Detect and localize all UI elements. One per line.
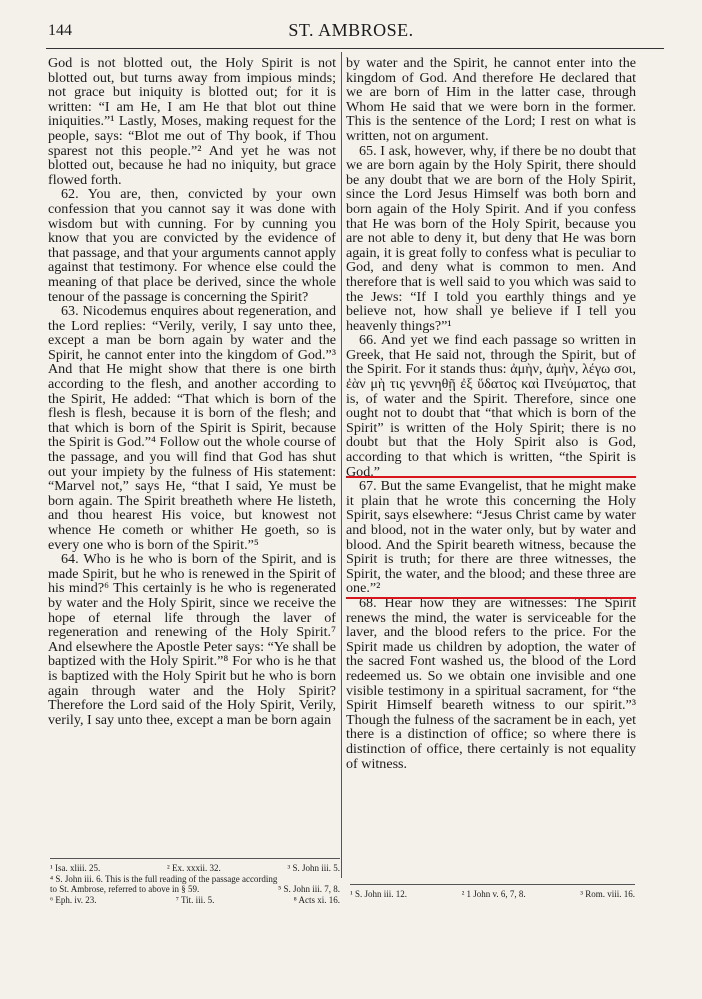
paragraph-67-highlighted: 67. But the same Evangelist, that he might make it plain that he wrote this concerning the Holy Spirit, says elsewhere: “Jesus Christ came by water and blood, not in the water only, but by water and blood. And the Spirit beareth witness, because the Spirit is truth; for there are three witnesses, the Spirit, the water, and the blood; and these three are one.”² [346, 478, 636, 597]
footnotes-left [50, 858, 340, 905]
paragraph-66: 66. And yet we find each passage so written in Greek, that He said not, through the Spirit, but of the Spirit. For it stands thus: ἀμὴν, ἀμὴν, λέγω σοι, ἐὰν μὴ τις γεννηθῇ ἐξ ὕδατος καὶ Πνεύματος, that is, of water and the Spirit. Therefore, since one ought not to doubt that “that which is born of the Spirit” is written of the Holy Spirit; there is no doubt but that the Holy Spirit also is God, according to that which is written, “the Spirit is God.” [346, 332, 636, 480]
footnote: ³ Rom. viii. 16. [580, 889, 635, 899]
right-column [346, 56, 636, 816]
footnote: ⁴ S. John iii. 6. This is the full reading of the passage according [50, 873, 278, 884]
paragraph-continued-right: by water and the Spirit, he cannot enter into the kingdom of God. And therefore He declared that we are born of Him in the latter case, through Whom He said that we were born in the former. This is the sentence of the Lord; I rest on what is written, not on argument. [346, 56, 636, 144]
running-title: ST. AMBROSE. [288, 20, 414, 40]
footnote: ¹ Isa. xliii. 25. [50, 863, 101, 873]
footnote-row [50, 884, 340, 895]
footnote: ¹ S. John iii. 12. [350, 889, 407, 899]
footnote: ² 1 John v. 6, 7, 8. [461, 889, 526, 899]
footnotes-right [350, 884, 635, 900]
footnote: ⁶ Eph. iv. 23. [50, 894, 97, 905]
paragraph-63: 63. Nicodemus enquires about regeneration, and the Lord replies: “Verily, verily, I say unto thee, except a man be born again by water and the Spirit, he cannot enter into the kingdom of God.”³ And that He might show that there is one birth according to the flesh, and another according to the Spirit, He added: “That which is born of the flesh is flesh, because it is born of the flesh; and that which is born of the Spirit is Spirit, because the Spirit is God.”⁴ Follow out the whole course of the passage, and you will find that God has shut out your impiety by the fulness of His statement: “Marvel not,” says He, “that I said, Ye must be born again. The Spirit breatheth where He listeth, and thou hearest His voice, but knowest not whence He cometh or whither He goeth, so is every one who is born of the Spirit.”⁵ [48, 303, 336, 553]
footnote-row [50, 863, 340, 874]
footnote: ⁸ Acts xi. 16. [293, 894, 340, 905]
paragraph-62: 62. You are, then, convicted by your own confession that you cannot say it was done with wisdom but with cunning. For by cunning you know that you are convicted by the evidence of that passage, and that your arguments cannot apply against that testimony. For whence else could the meaning of that place be derived, since the whole tenour of the passage is concerning the Spirit? [48, 186, 336, 305]
footnote: ⁷ Tit. iii. 5. [175, 894, 215, 905]
footnote-row [350, 889, 635, 900]
left-column [48, 56, 336, 856]
paragraph-65: 65. I ask, however, why, if there be no doubt that we are born again by the Holy Spirit, there should be any doubt that we are born of the Holy Spirit, since the Lord Jesus Himself was both born and born again of the Holy Spirit. And if you confess that He was born of the Holy Spirit, because you are not able to deny it, but deny that He was born again, it is great folly to confess what is peculiar to God, and deny what is common to men. And therefore that is well said to you which was said to the Jews: “If I told you earthly things and ye believe not, how shall ye believe if I tell you heavenly things?”¹ [346, 142, 636, 334]
column-divider [341, 52, 342, 878]
footnote-row [50, 895, 340, 906]
page-header [0, 18, 702, 48]
header-rule [46, 48, 664, 49]
footnote: ⁵ S. John iii. 7, 8. [278, 884, 340, 894]
page-number: 144 [48, 22, 72, 39]
paragraph-68: 68. Hear how they are witnesses: The Spirit renews the mind, the water is serviceable for the laver, and the blood refers to the price. For the Spirit made us children by adoption, the water of the sacred Font washed us, the blood of the Lord redeemed us. So we obtain one invisible and one visible testimony in a spiritual sacrament, for “the Spirit Himself beareth witness to our spirit.”³ Though the fulness of the sacrament be in each, yet there is a distinction of office; so where there is distinction of office, there certainly is not equality of witness. [346, 594, 636, 772]
footnote: to St. Ambrose, referred to above in § 59. [50, 884, 200, 894]
footnote: ³ S. John iii. 5. [287, 863, 340, 873]
paragraph-64: 64. Who is he who is born of the Spirit, and is made Spirit, but he who is renewed in the Spirit of his mind?⁶ This certainly is he who is regenerated by water and the Holy Spirit, since we receive the hope of eternal life through the laver of regeneration and renewing of the Holy Spirit.⁷ And elsewhere the Apostle Peter says: “Ye shall be baptized with the Holy Spirit.”⁸ For who is he that is baptized with the Holy Spirit but he who is born again through water and the Holy Spirit? Therefore the Lord said of the Holy Spirit, Verily, verily, I say unto thee, except a man be born again [48, 551, 336, 728]
footnote: ² Ex. xxxii. 32. [167, 863, 221, 873]
footnote-row [50, 874, 340, 885]
paragraph-continued: God is not blotted out, the Holy Spirit is not blotted out, but turns away from impious minds; not grace but iniquity is blotted out; for it is written: “I am He, I am He that blot out thine iniquities.”¹ Lastly, Moses, making request for the people, says: “Blot me out of Thy book, if Thou sparest not this people.”² And yet he was not blotted out, because he had no iniquity, but grace flowed forth. [48, 56, 336, 188]
